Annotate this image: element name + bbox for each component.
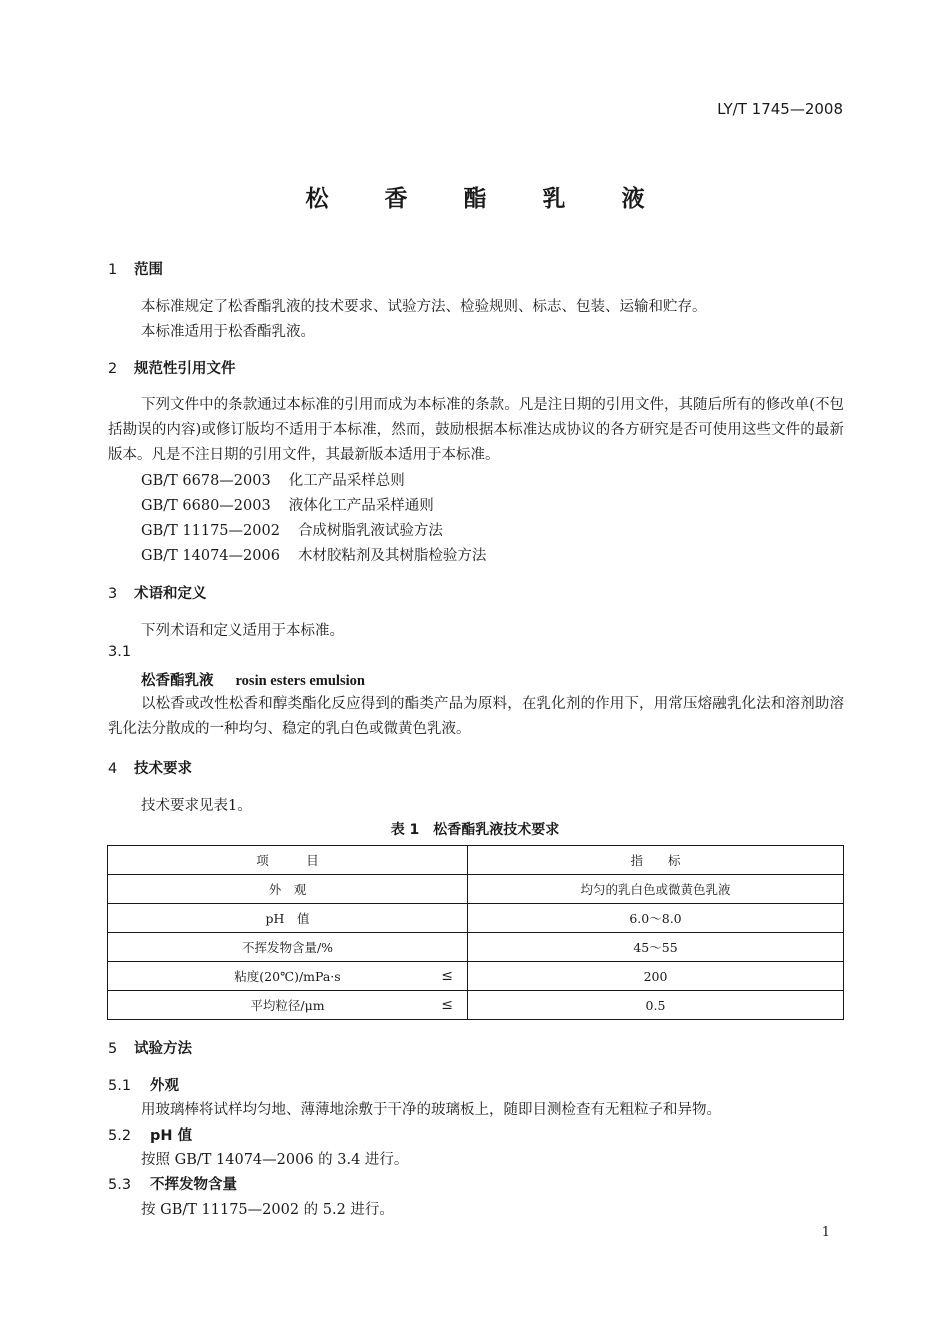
table-row xyxy=(108,991,844,1020)
table-header-cell: 项 目 xyxy=(108,846,468,875)
item-cell xyxy=(108,962,468,991)
table-caption: 表 1 松香酯乳液技术要求 xyxy=(390,822,560,838)
item-label: 平均粒径/μm xyxy=(250,998,325,1013)
reference-title: 液体化工产品采样通则 xyxy=(288,498,434,514)
section-number: 3 xyxy=(108,586,118,602)
value-cell: 6.0～8.0 xyxy=(468,904,844,933)
subsection-5-3-heading xyxy=(108,1173,237,1194)
subsection-5-2-text: 按照 GB/T 14074—2006 的 3.4 进行。 xyxy=(141,1152,409,1168)
section-title: 规范性引用文件 xyxy=(134,361,236,377)
requirements-intro: 技术要求见表1。 xyxy=(141,798,252,814)
reference-code: GB/T 14074—2006 xyxy=(141,548,280,564)
page-number: 1 xyxy=(821,1225,830,1240)
reference-item xyxy=(141,494,434,515)
section-3-heading xyxy=(108,582,207,603)
subsection-number: 5.2 xyxy=(108,1128,132,1144)
section-title: 技术要求 xyxy=(134,761,192,777)
value-cell: 均匀的乳白色或微黄色乳液 xyxy=(468,875,844,904)
item-cell xyxy=(108,875,468,904)
value-cell: 45～55 xyxy=(468,933,844,962)
reference-title: 合成树脂乳液试验方法 xyxy=(297,523,443,539)
reference-code: GB/T 6678—2003 xyxy=(141,473,271,489)
subsection-number: 5.3 xyxy=(108,1177,132,1193)
reference-item xyxy=(141,519,443,540)
table-header-cell: 指 标 xyxy=(468,846,844,875)
scope-line-2: 本标准适用于松香酯乳液。 xyxy=(141,324,315,340)
term-english: rosin esters emulsion xyxy=(235,673,365,689)
less-equal-symbol: ≤ xyxy=(441,997,453,1013)
document-title: 松 香 酯 乳 液 xyxy=(305,186,669,212)
subsection-title: pH 值 xyxy=(150,1128,193,1144)
table-row xyxy=(108,962,844,991)
value-cell: 200 xyxy=(468,962,844,991)
section-5-heading xyxy=(108,1037,192,1058)
section-title: 试验方法 xyxy=(134,1041,192,1057)
terms-intro: 下列术语和定义适用于本标准。 xyxy=(141,623,344,639)
subsection-5-1-text: 用玻璃棒将试样均匀地、薄薄地涂敷于干净的玻璃板上，随即目测检查有无粗粒子和异物。 xyxy=(141,1102,721,1118)
section-4-heading xyxy=(108,757,192,778)
subsection-title: 不挥发物含量 xyxy=(150,1177,237,1193)
subsection-5-3-text: 按 GB/T 11175—2002 的 5.2 进行。 xyxy=(141,1202,394,1218)
technical-requirements-table xyxy=(107,845,844,1020)
reference-title: 化工产品采样总则 xyxy=(288,473,405,489)
reference-item xyxy=(141,544,486,565)
standard-code: LY/T 1745—2008 xyxy=(717,100,843,118)
section-title: 术语和定义 xyxy=(134,586,207,602)
section-title: 范围 xyxy=(134,262,163,278)
less-equal-symbol: ≤ xyxy=(441,968,453,984)
section-number: 5 xyxy=(108,1041,118,1057)
item-cell xyxy=(108,904,468,933)
section-1-heading xyxy=(108,258,163,279)
value-cell: 0.5 xyxy=(468,991,844,1020)
table-header-row xyxy=(108,846,844,875)
table-row xyxy=(108,904,844,933)
reference-item xyxy=(141,469,405,490)
subsection-number: 3.1 xyxy=(108,644,132,660)
term-entry xyxy=(141,669,365,690)
subsection-5-2-heading xyxy=(108,1124,192,1145)
reference-code: GB/T 6680—2003 xyxy=(141,498,271,514)
section-number: 2 xyxy=(108,361,118,377)
subsection-title: 外观 xyxy=(150,1078,179,1094)
normative-references-paragraph: 下列文件中的条款通过本标准的引用而成为本标准的条款。凡是注日期的引用文件，其随后所有的修改单(不包括勘误的内容)或修订版均不适用于本标准，然而，鼓励根据本标准达成协议的各方研究是否可使用这些文件的最新版本。凡是不注日期的引用文件，其最新版本适用于本标准。 xyxy=(108,397,844,463)
table-row xyxy=(108,875,844,904)
item-cell xyxy=(108,991,468,1020)
subsection-5-1-heading xyxy=(108,1074,179,1095)
section-number: 4 xyxy=(108,761,118,777)
item-label: 粘度(20℃)/mPa·s xyxy=(234,969,341,984)
reference-code: GB/T 11175—2002 xyxy=(141,523,280,539)
scope-line-1: 本标准规定了松香酯乳液的技术要求、试验方法、检验规则、标志、包装、运输和贮存。 xyxy=(141,299,707,315)
item-label: 不挥发物含量/% xyxy=(241,940,334,955)
item-label: pH 值 xyxy=(265,911,310,926)
item-label: 外 观 xyxy=(268,882,307,897)
subsection-number: 5.1 xyxy=(108,1078,132,1094)
section-number: 1 xyxy=(108,262,118,278)
item-cell xyxy=(108,933,468,962)
table-row xyxy=(108,933,844,962)
reference-title: 木材胶粘剂及其树脂检验方法 xyxy=(297,548,487,564)
section-2-heading xyxy=(108,357,236,378)
term-definition: 以松香或改性松香和醇类酯化反应得到的酯类产品为原料，在乳化剂的作用下，用常压熔融乳化法和溶剂助溶乳化法分散成的一种均匀、稳定的乳白色或微黄色乳液。 xyxy=(108,696,844,737)
term-chinese: 松香酯乳液 xyxy=(141,673,214,689)
